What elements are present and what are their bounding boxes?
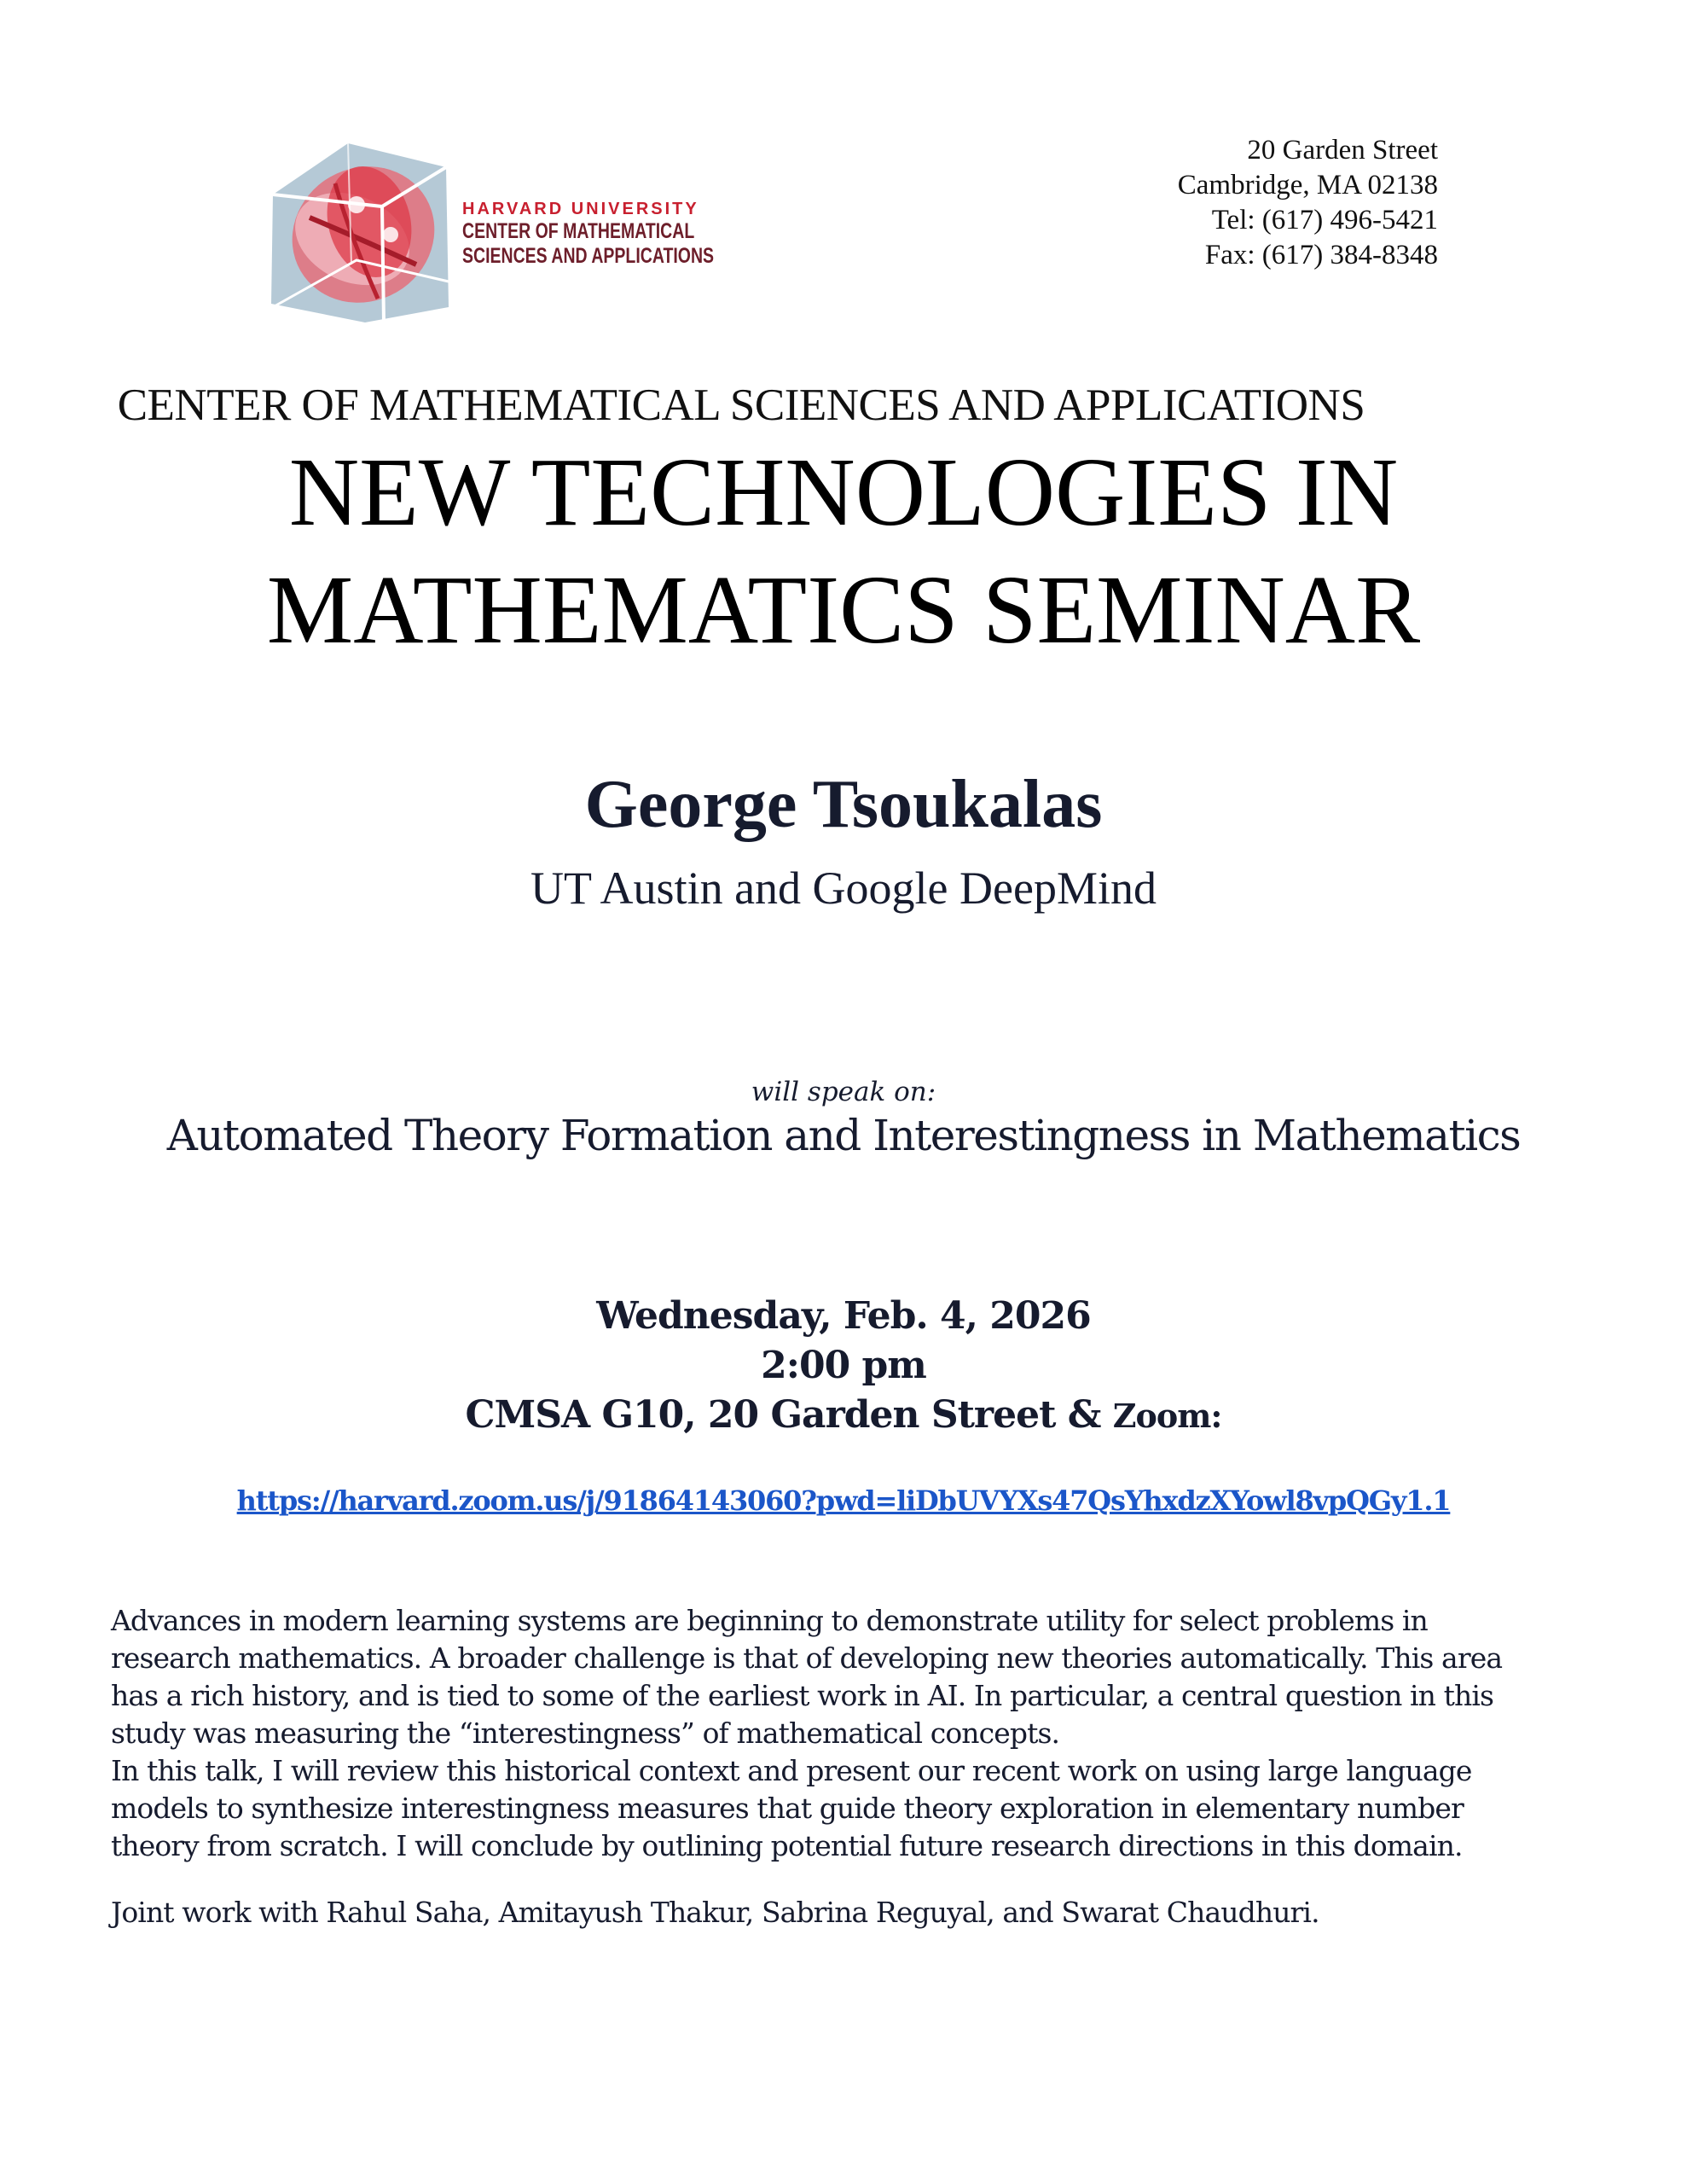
event-location-zoom: Zoom:	[1112, 1397, 1222, 1435]
abstract-line: study was measuring the “interestingness” of mathematical concepts.	[111, 1716, 1060, 1750]
abstract-line: has a rich history, and is tied to some of the earliest work in AI. In particular, a central question in this	[111, 1679, 1494, 1712]
abstract-line: In this talk, I will review this historical context and present our recent work on using large language	[111, 1754, 1472, 1787]
abstract-line: models to synthesize interestingness measures that guide theory exploration in elementary number	[111, 1792, 1464, 1825]
address-block	[1178, 133, 1438, 273]
logo-university: HARVARD UNIVERSITY	[462, 200, 699, 218]
speaker-name: George Tsoukalas	[584, 767, 1103, 842]
event-location-text: CMSA G10, 20 Garden Street &	[465, 1393, 1113, 1437]
zoom-link[interactable]: https://harvard.zoom.us/j/91864143060?pwd=liDbUVYXs47QsYhxdzXYowl8vpQGy1.1	[236, 1484, 1451, 1517]
org-heading	[0, 380, 1687, 431]
address-street: 20 Garden Street	[1247, 135, 1438, 166]
logo-center-line2: SCIENCES AND APPLICATIONS	[462, 244, 715, 268]
cube-with-red-surface-icon	[263, 136, 459, 324]
address-tel: Tel: (617) 496-5421	[1211, 205, 1438, 235]
speaker-affiliation: UT Austin and Google DeepMind	[530, 863, 1157, 914]
abstract-line: research mathematics. A broader challenge is that of developing new theories automatically. This area	[111, 1641, 1503, 1675]
cmsa-logo	[263, 136, 715, 324]
address-fax: Fax: (617) 384-8348	[1204, 240, 1438, 270]
speak-on-label: will speak on:	[751, 1077, 936, 1107]
event-location	[0, 1393, 1687, 1437]
event-date: Wednesday, Feb. 4, 2026	[596, 1294, 1091, 1338]
talk-title: Automated Theory Formation and Interestingness in Mathematics	[166, 1111, 1521, 1160]
seminar-title-line2: MATHEMATICS SEMINAR	[266, 555, 1421, 664]
abstract-line: theory from scratch. I will conclude by outlining potential future research directions in this domain.	[111, 1829, 1463, 1862]
org-heading-text: CENTER OF MATHEMATICAL SCIENCES AND APPLICATIONS	[117, 380, 1365, 430]
logo-center-line1: CENTER OF MATHEMATICAL	[462, 219, 695, 243]
address-city: Cambridge, MA 02138	[1177, 170, 1438, 200]
abstract	[111, 1602, 1612, 1865]
seminar-title-line1: NEW TECHNOLOGIES IN	[288, 438, 1399, 546]
joint-work-note: Joint work with Rahul Saha, Amitayush Thakur, Sabrina Reguyal, and Swarat Chaudhuri.	[111, 1896, 1319, 1929]
abstract-line: Advances in modern learning systems are beginning to demonstrate utility for select problems in	[111, 1604, 1428, 1637]
event-time: 2:00 pm	[761, 1344, 926, 1387]
